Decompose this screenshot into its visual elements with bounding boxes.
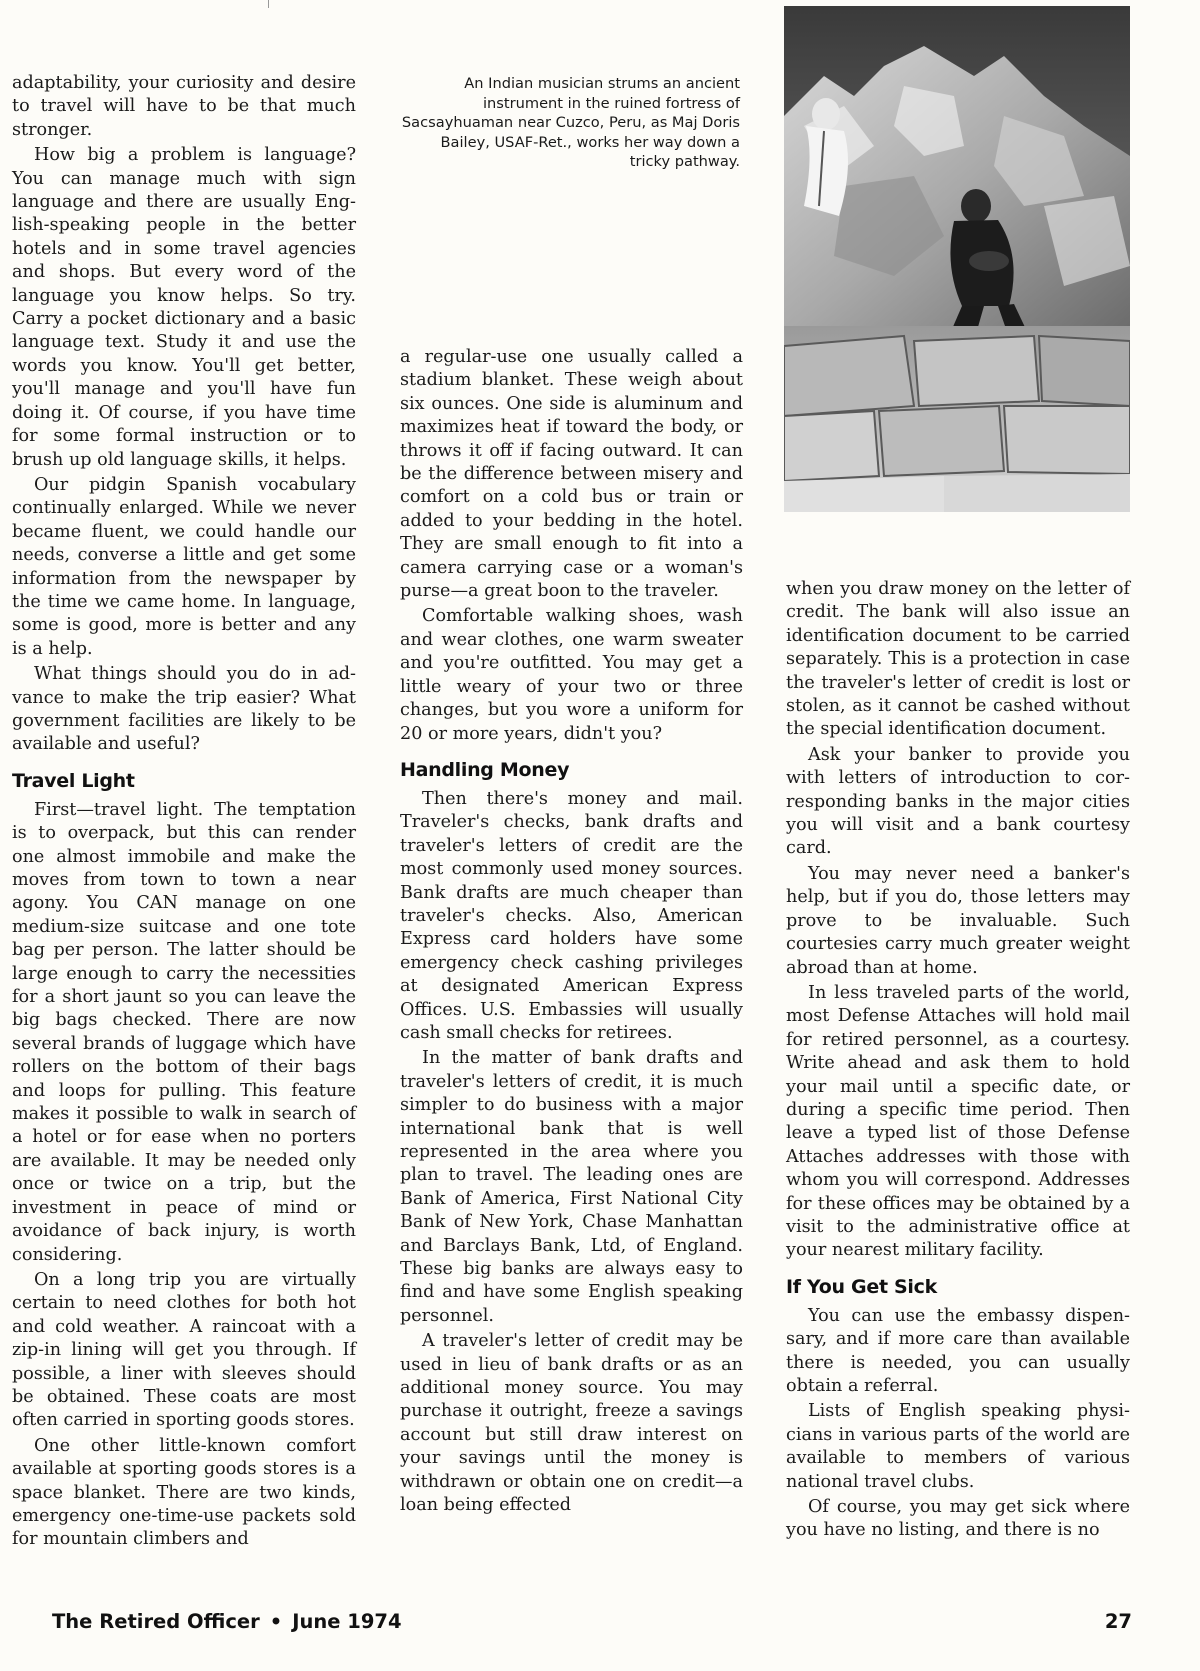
paragraph: a regular-use one usually called a stadium blanket. These weigh about six ounces. One side is aluminum and maximizes heat if toward the body, or throws it off if facing outward. It can be the difference between misery and comfort on a cold bus or train or added to your bedding in the hotel. They are small enough to fit into a camera carrying case or a woman's purse—a great boon to the traveler. [400,347,743,602]
bullet-separator: • [269,1610,283,1633]
paragraph: You can use the embassy dispensary, and if more care than available there is needed, you can usually obtain a referral. [786,1305,1130,1396]
paragraph: What things should you do in advance to make the trip easier? What government facilities are likely to be available and useful? [12,664,356,755]
issue-date: June 1974 [292,1610,402,1633]
photo-musician-sacsayhuaman [784,6,1130,512]
paragraph: First—travel light. The temptation is to overpack, but this can render one almost immobile and make the moves from town to town a near agony. You CAN manage on one medium-size suitcase and one tote bag per person. The latter should be large enough to carry the necessities for a short jaunt so you can leave the big bags checked. There are now several brands of luggage which have rollers on the bottom of their bags and loops for pulling. This feature makes it possible to walk in search of a hotel or for ease when no porters are available. It may be needed only once or twice on a trip, but the investment in peace of mind or avoidance of back injury, is worth considering. [12,799,356,1265]
paragraph: One other little-known comfort available at sporting goods stores is a space blanket. There are two kinds, emergency one-time-use packets sold for mountain climbers and [12,1435,356,1550]
column-1 [12,72,356,1554]
paragraph: In less traveled parts of the world, most Defense Attaches will hold mail for retired personnel, as a courtesy. Write ahead and ask them to hold your mail until a specific date, or during a specific time period. Then leave a typed list of those Defense Attaches addresses with those with whom you will correspond. Addresses for these offices may be obtained by a visit to the administrative office at your nearest military facility. [786,982,1130,1261]
footer-publication-line [52,1610,402,1633]
paragraph: Lists of English speaking physicians in various parts of the world are available to members of various national travel clubs. [786,1401,1130,1492]
paragraph: How big a problem is language? You can manage much with sign language and there are usually English-speaking people in the better hotels and in some travel agencies and shops. But every word of the language you know helps. So try. Carry a pocket dictionary and a basic language text. Study it and use the words you know. You'll get better, you'll manage and you'll have fun doing it. Of course, if you have time for some formal instruction or to brush up old language skills, it helps. [12,145,356,470]
paragraph: A traveler's letter of credit may be used in lieu of bank drafts or as an additional money source. You may purchase it outright, freeze a savings account but still draw interest on your savings until the money is withdrawn or obtain one on credit—a loan being effected [400,1331,743,1516]
paragraph: You may never need a banker's help, but if you do, those letters may prove to be invaluable. Such courtesies carry much greater weight abroad than at home. [786,863,1130,978]
section-heading-handling-money: Handling Money [400,758,570,781]
publication-name: The Retired Officer [52,1610,260,1633]
section-heading-travel-light: Travel Light [12,769,135,792]
paragraph: In the matter of bank drafts and traveler's letters of credit, it is much simpler to do business with a major international bank that is well represented in the area where you plan to travel. The leading ones are Bank of America, First National City Bank of New York, Chase Manhattan and Barclays Bank, Ltd, of England. These big banks are always easy to find and have some English speaking personnel. [400,1048,743,1326]
section-heading-if-you-get-sick: If You Get Sick [786,1275,937,1298]
paragraph: Ask your banker to provide you with letters of introduction to corresponding banks in the major cities you will visit and a bank courtesy card. [786,744,1130,859]
paragraph: Our pidgin Spanish vocabulary continually enlarged. While we never became fluent, we could handle our needs, converse a little and get some information from the newspaper by the time we came home. In language, some is good, more is better and any is a help. [12,474,356,659]
page-footer [52,1610,1132,1640]
page-number: 27 [1104,1610,1132,1633]
paragraph: Of course, you may get sick where you have no listing, and there is no [786,1497,1130,1541]
column-3 [786,578,1130,1545]
column-2 [400,346,743,1520]
paragraph: adaptability, your curiosity and desire to travel will have to be that much stronger. [12,73,356,140]
paragraph: Then there's money and mail. Traveler's checks, bank drafts and traveler's letters of credit are the most commonly used money sources. Bank drafts are much cheaper than traveler's checks. Also, American Express card holders have some emergency check cashing privileges at designated American Express Offices. U.S. Embassies will usually cash small checks for retirees. [400,788,743,1043]
photo-caption: An Indian musician strums an ancient instrument in the ruined fortress of Sacsayhuaman near Cuzco, Peru, as Maj Doris Bailey, USAF-Ret., works her way down a tricky pathway. [401,75,740,170]
paragraph: when you draw money on the letter of credit. The bank will also issue an identification document to be carried separately. This is a protection in case the traveler's letter of credit is lost or stolen, as it cannot be cashed without the special identification document. [786,579,1130,740]
top-edge-mark [268,0,269,8]
paragraph: Comfortable walking shoes, wash and wear clothes, one warm sweater and you're outfitted. You may get a little weary of your two or three changes, but you wore a uniform for 20 or more years, didn't you? [400,606,743,744]
paragraph: On a long trip you are virtually certain to need clothes for both hot and cold weather. A raincoat with a zip-in lining will get you through. If possible, a liner with sleeves should be obtained. These coats are most often carried in sporting goods stores. [12,1269,356,1431]
